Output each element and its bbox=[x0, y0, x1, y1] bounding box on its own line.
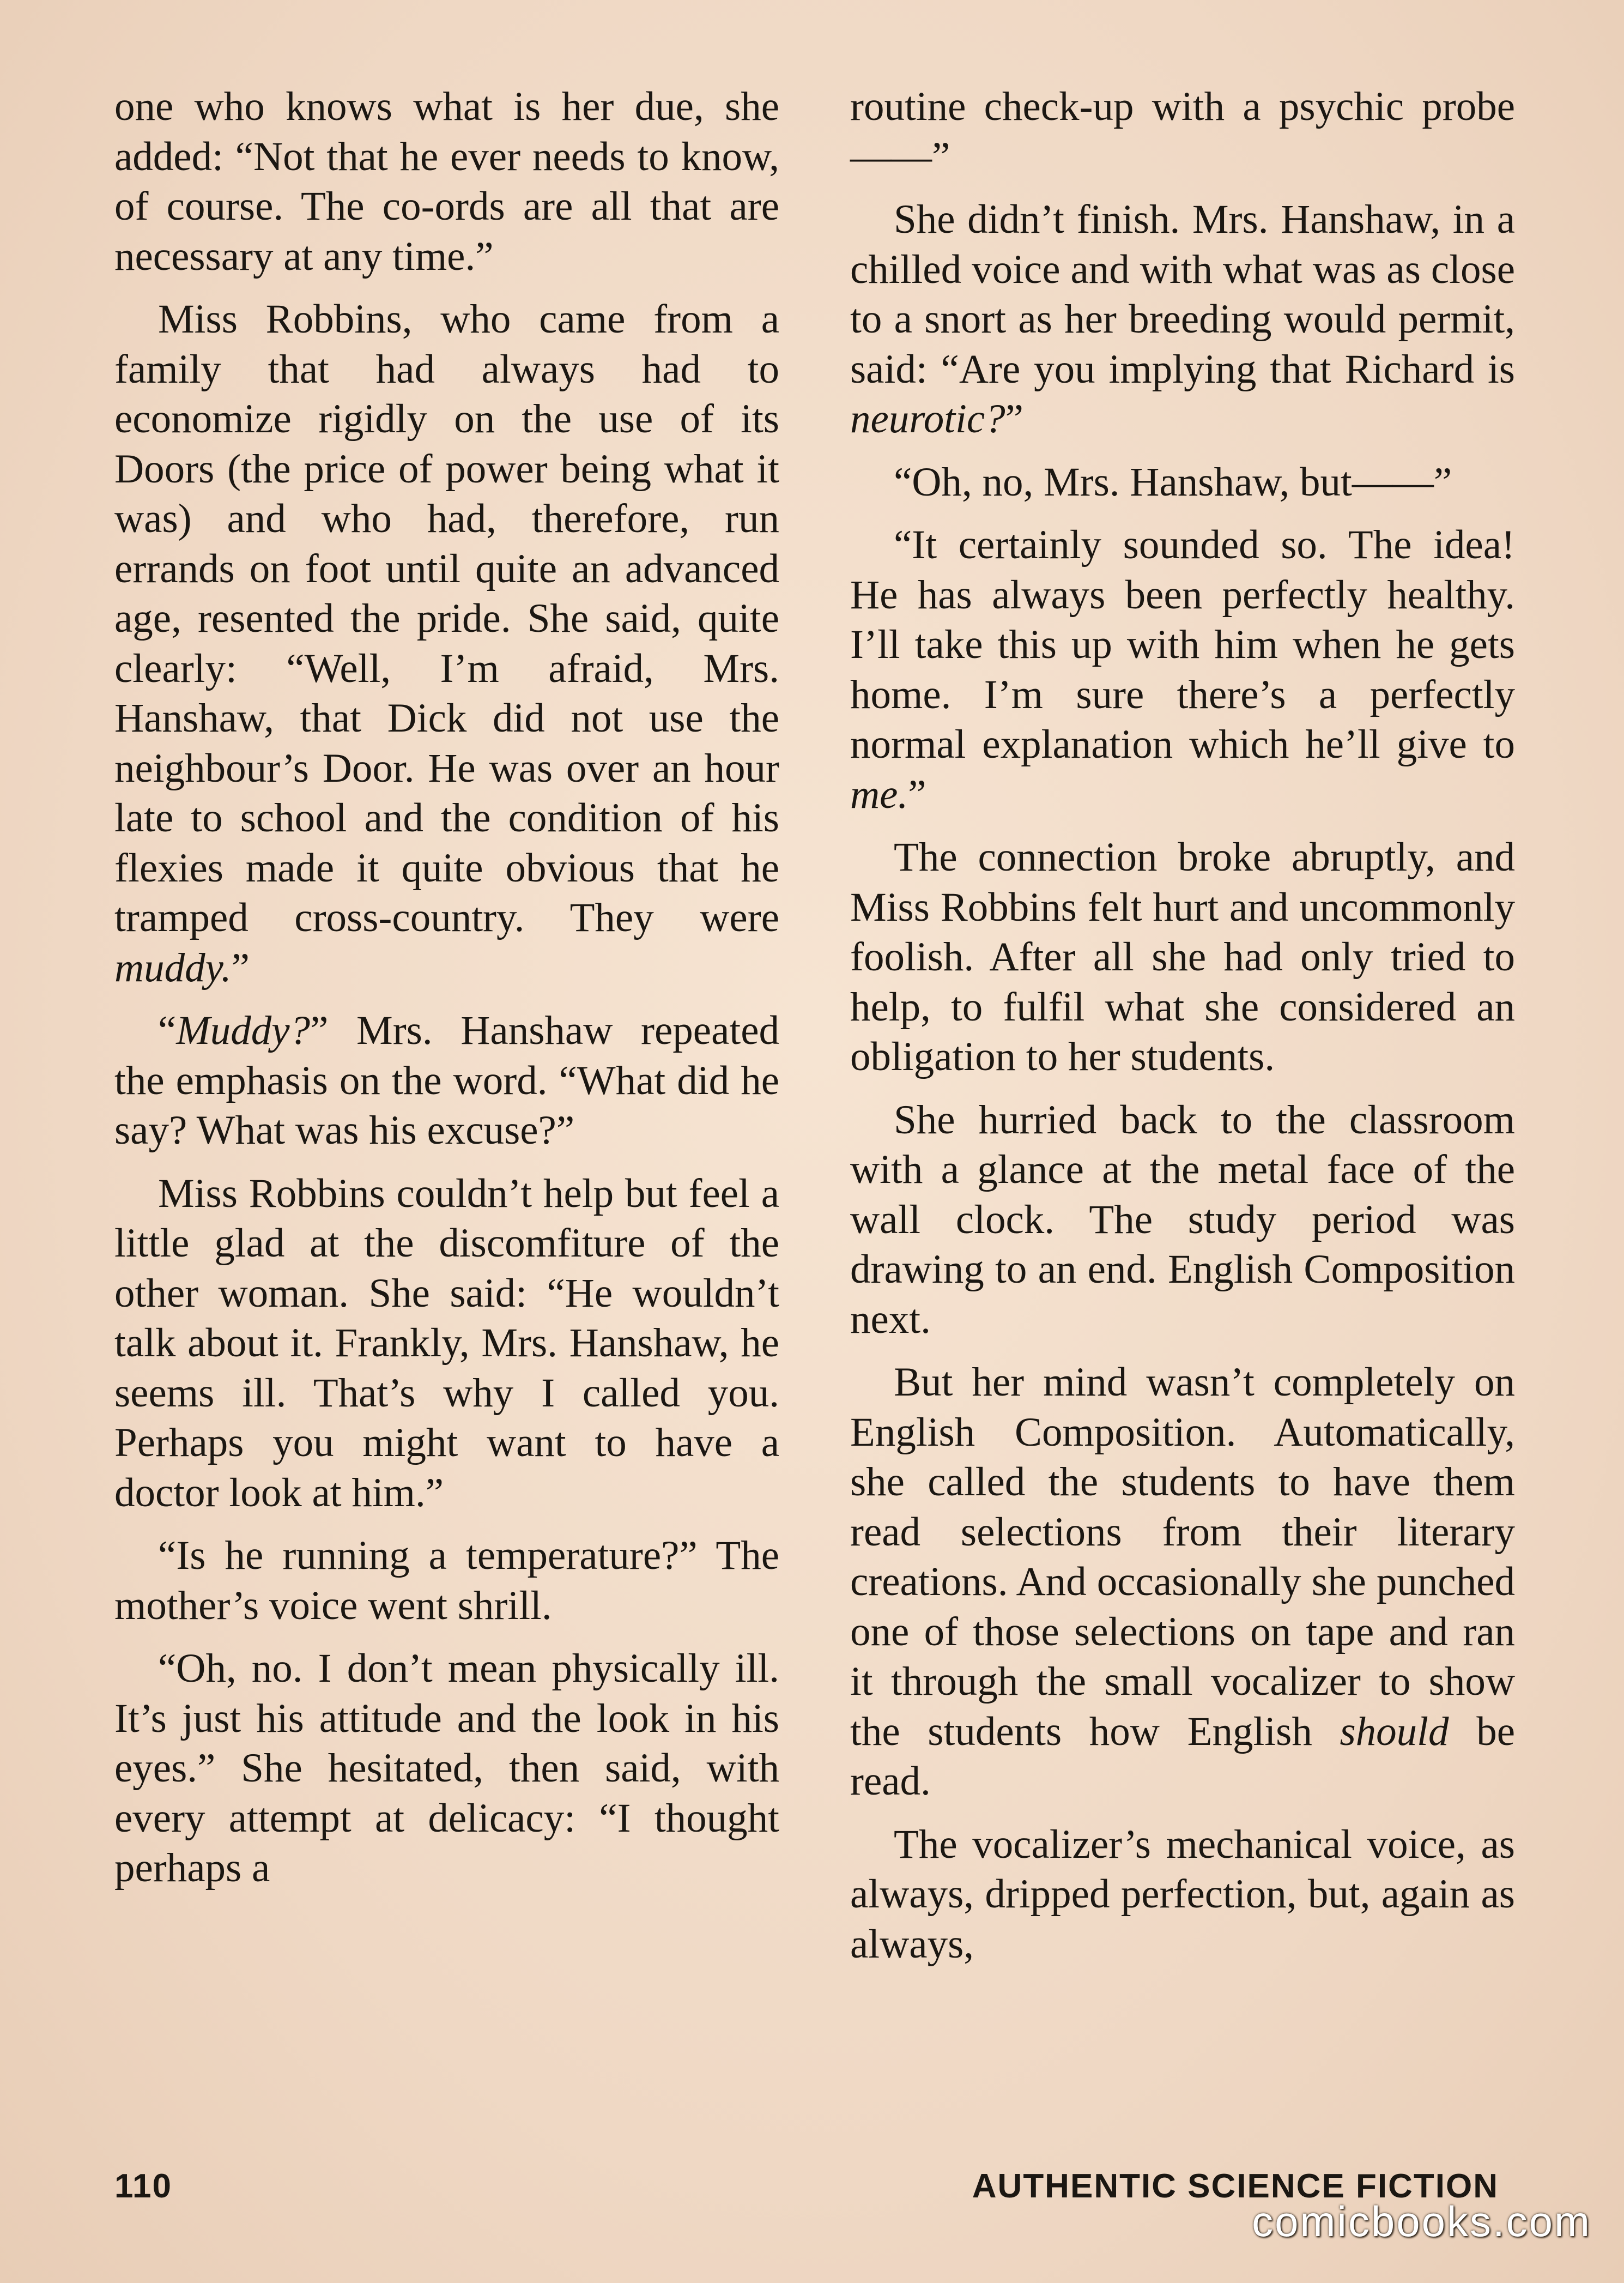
paragraph: routine check-up with a psychic probe——” bbox=[850, 84, 1515, 179]
left-text-column bbox=[114, 82, 779, 1906]
right-text-column bbox=[850, 82, 1515, 1982]
paragraph: “It certainly sounded so. The idea! He has always been perfectly healthy. I’ll take this up with him when he gets home. I’m sure there’s a perfectly normal explanation which he’ll give to me.” bbox=[850, 522, 1515, 817]
paragraph: The connection broke abruptly, and Miss Robbins felt hurt and uncommonly foolish. After all she had only tried to help, to fulfil what she considered an obligation to her students. bbox=[850, 835, 1515, 1079]
paragraph: The vocalizer’s mechanical voice, as always, dripped perfection, but, again as always, bbox=[850, 1821, 1515, 1967]
watermark: comicbooks.com bbox=[1252, 2197, 1591, 2245]
page-number: 110 bbox=[114, 2167, 173, 2205]
paragraph: But her mind wasn’t completely on English Composition. Automatically, she called the students to have them read selections from their literary creations. And occasionally she punched one of those selections on tape and ran it through the small vocalizer to show the students how English should be read. bbox=[850, 1360, 1515, 1804]
running-title: AUTHENTIC SCIENCE FICTION bbox=[972, 2167, 1499, 2205]
paragraph: She hurried back to the classroom with a glance at the metal face of the wall clock. The study period was drawing to an end. English Composition next. bbox=[850, 1097, 1515, 1342]
paragraph: Miss Robbins, who came from a family that had always had to economize rigidly on the use of its Doors (the price of power being what it was) and who had, therefore, run errands on foot until quite an advanced age, resented the pride. She said, quite clearly: “Well, I’m afraid, Mrs. Hanshaw, that Dick did not use the neighbour’s Door. He was over an hour late to school and the condition of his flexies made it quite obvious that he tramped cross-country. They were muddy.” bbox=[114, 297, 779, 990]
paragraph: Miss Robbins couldn’t help but feel a little glad at the discomfiture of the other woman. She said: “He wouldn’t talk about it. Frankly, Mrs. Hanshaw, he seems ill. That’s why I called you. Perhaps you might want to have a doctor look at him.” bbox=[114, 1170, 779, 1515]
paragraph: “Is he running a temperature?” The mother’s voice went shrill. bbox=[114, 1533, 779, 1628]
paragraph: “Muddy?” Mrs. Hanshaw repeated the emphasis on the word. “What did he say? What was his excuse?” bbox=[114, 1008, 779, 1153]
paragraph: “Oh, no, Mrs. Hanshaw, but——” bbox=[894, 459, 1452, 505]
paragraph: She didn’t finish. Mrs. Hanshaw, in a chilled voice and with what was as close to a snort as her breeding would permit, said: “Are you implying that Richard is neurotic?” bbox=[850, 197, 1515, 442]
paragraph: one who knows what is her due, she added: “Not that he ever needs to know, of course. The co-ords are all that are necessary at any time.” bbox=[114, 84, 779, 279]
paragraph: “Oh, no. I don’t mean physically ill. It’s just his attitude and the look in his eyes.” She hesitated, then said, with every attempt at delicacy: “I thought perhaps a bbox=[114, 1646, 779, 1891]
